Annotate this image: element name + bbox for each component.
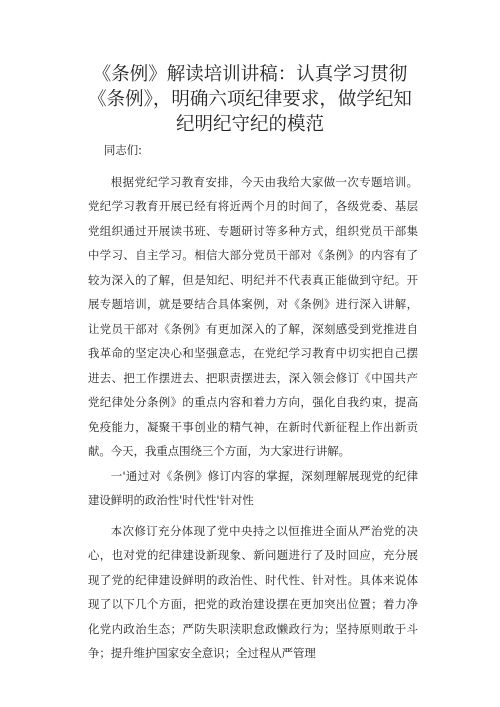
paragraph-intro: 根据党纪学习教育安排，今天由我给大家做一次专题培训。党纪学习教育开展已经有将近两个月的时间了，各级党委、基层党组织通过开展读书班、专题研讨等多种方式，组织党员干部集中学习、自主学习。相信大部分党员干部对《条例》的内容有了较为深入的了解，但是知纪、明纪并不代表真正能做到守纪。开展专题培训，就是要结合具体案例，对《条例》进行深入讲解，让党员干部对《条例》有更加深入的了解，深刻感受到党推进自我革命的坚定决心和坚强意志，在党纪学习教育中切实把自己摆进去、把工作摆进去、把职责摆进去，深入领会修订《中国共产党纪律处分条例》的重点内容和着力方向，强化自我约束，提高免疫能力，凝聚干事创业的精气神，在新时代新征程上作出新贡献。今天，我重点围绕三个方面，为大家进行讲解。 (88, 174, 418, 458)
document-body (88, 138, 418, 666)
salutation: 同志们: (104, 143, 143, 157)
title-line-2: 《条例》，明确六项纪律要求，做学纪知 (88, 89, 412, 110)
title-line-3: 纪明纪守纪的模范 (175, 114, 324, 135)
document-title (60, 62, 440, 137)
section-heading-1: 一'通过对《条例》修订内容的掌握，深刻理解展现党的纪律建设鲜明的政治性'时代性'针对性 (88, 468, 418, 507)
title-line-1: 《条例》解读培训讲稿：认真学习贯彻 (92, 64, 408, 85)
paragraph-section-1: 本次修订充分体现了党中央持之以恒推进全面从严治党的决心，也对党的纪律建设新现象、新问题进行了及时回应，充分展现了党的纪律建设鲜明的政治性、时代性、针对性。具体来说体现了以下几个方面，把党的政治建设摆在更加突出位置；着力净化党内政治生态；严防失职渎职怠政懒政行为；坚持原则敢于斗争；提升维护国家安全意识；全过程从严管理 (88, 523, 418, 660)
